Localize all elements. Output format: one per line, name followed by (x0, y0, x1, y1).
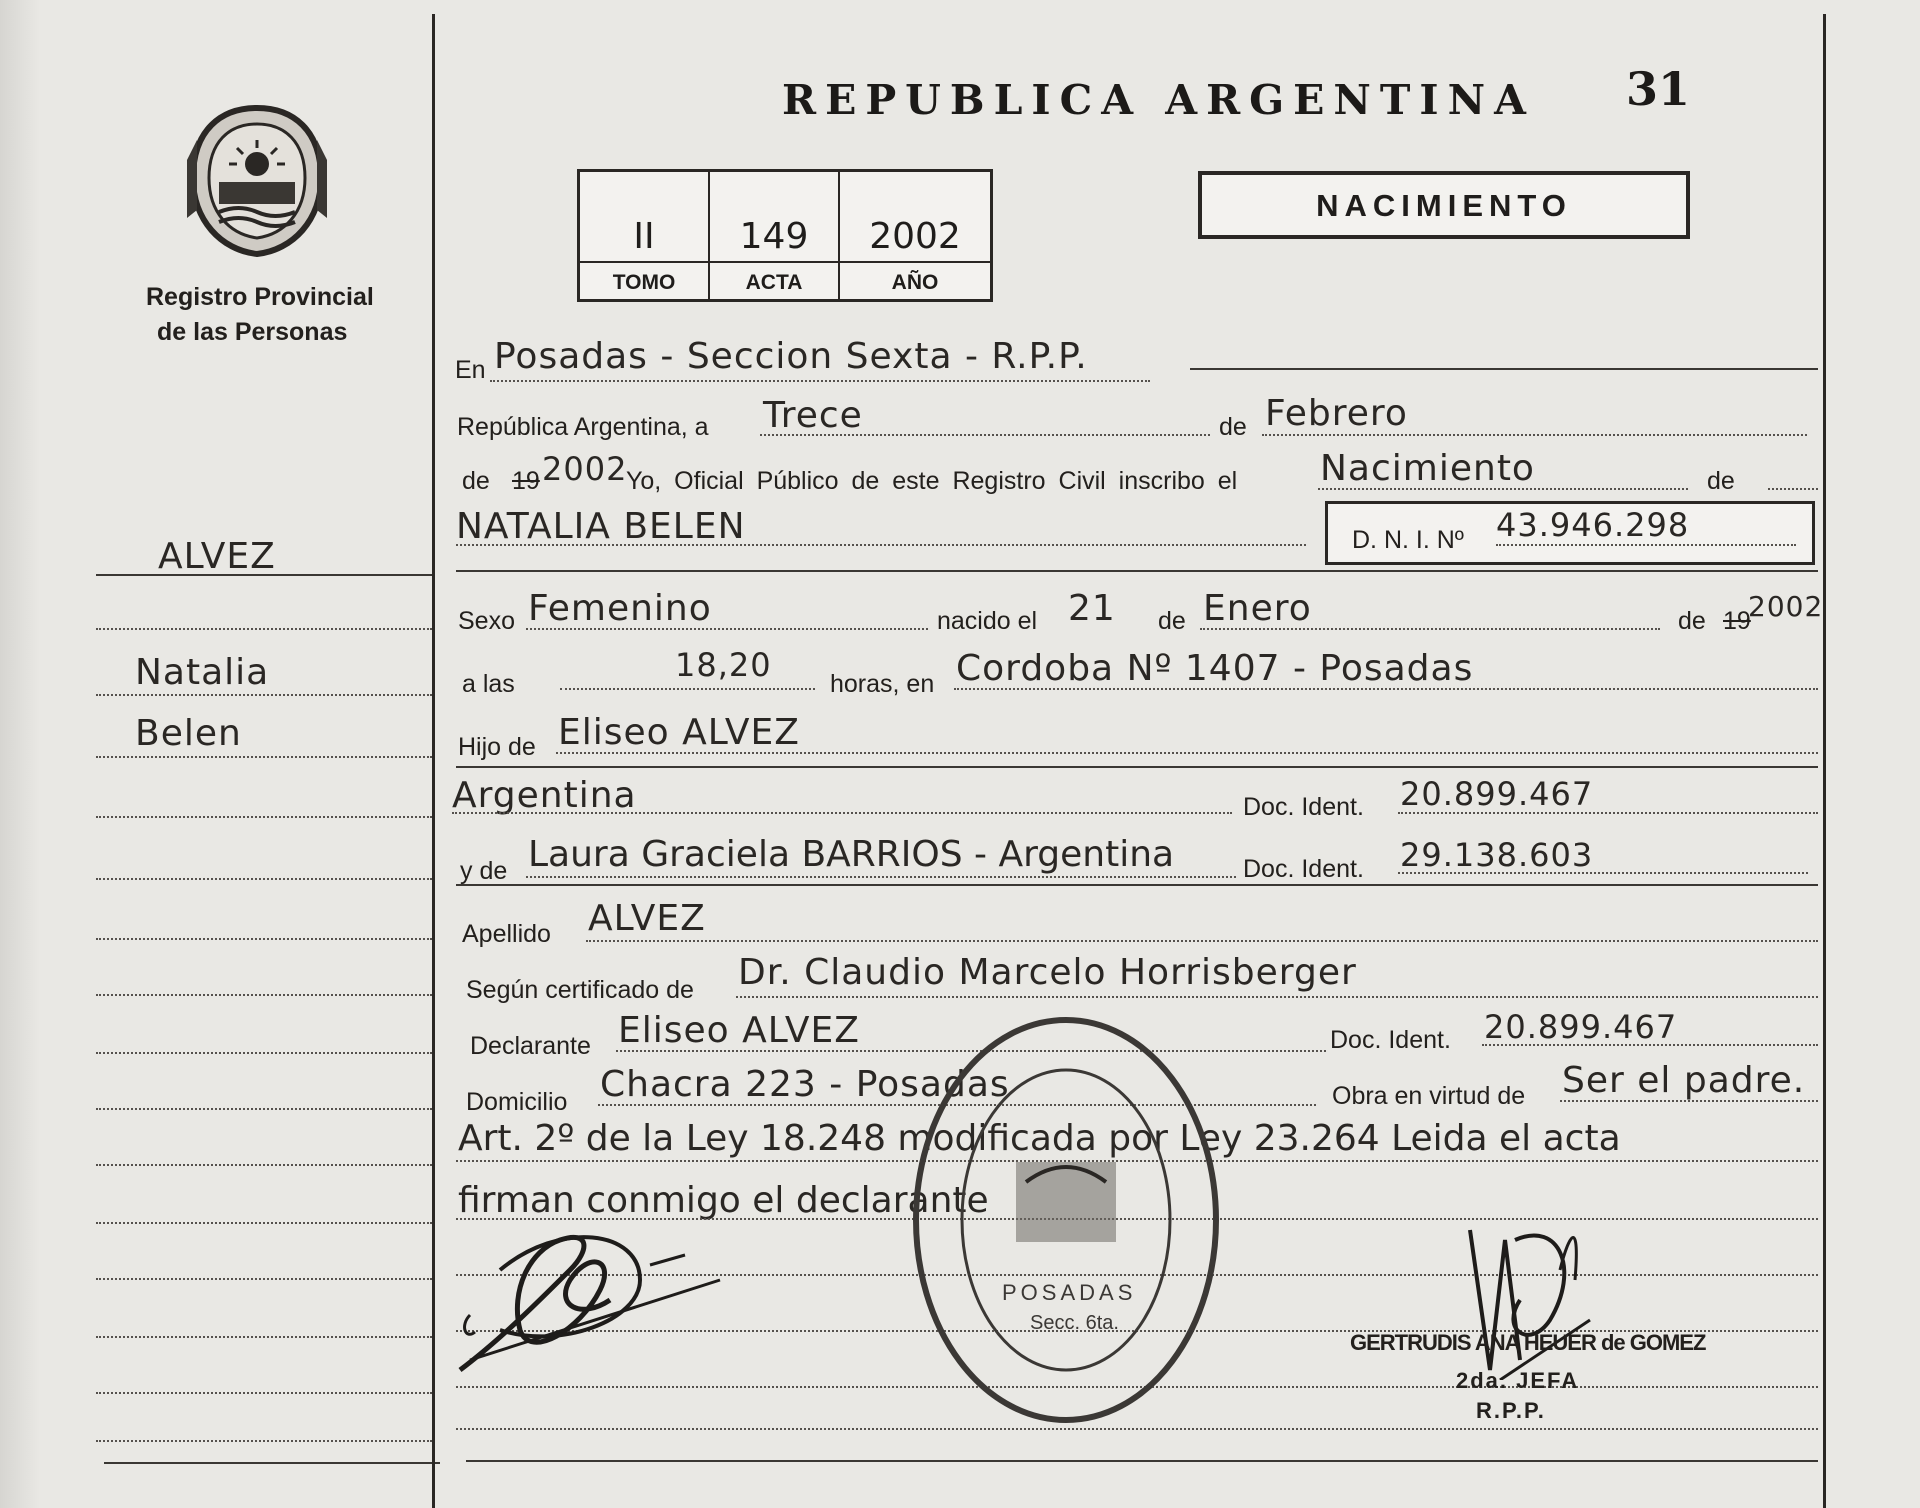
acta-cell (710, 172, 840, 299)
registry-line-2: de las Personas (157, 318, 348, 346)
sidebar-rule (96, 1278, 432, 1280)
republic-label: República Argentina, a (457, 413, 709, 441)
apellido-rule (586, 940, 1818, 942)
mother-doc-label: Doc. Ident. (1243, 855, 1364, 883)
page-number: 31 (1626, 62, 1691, 116)
sidebar-rule (96, 816, 432, 818)
dni-value: 43.946.298 (1496, 506, 1690, 544)
record-index-table (577, 169, 993, 302)
mother-doc-rule (1398, 872, 1808, 874)
signature-rule (456, 1428, 1818, 1430)
birth-year-printed: 19 (1723, 607, 1751, 635)
full-name-value: NATALIA BELEN (456, 506, 746, 547)
father-solid-rule (456, 766, 1818, 768)
bottom-rule (466, 1460, 1818, 1462)
sidebar-rule (96, 1392, 432, 1394)
sidebar-surname-rule (96, 574, 432, 576)
father-nationality-rule (452, 812, 1232, 814)
obra-value: Ser el padre. (1562, 1060, 1806, 1101)
year-printed: 19 (512, 467, 540, 495)
en-label: En (455, 356, 486, 384)
declarante-doc-value: 20.899.467 (1484, 1008, 1678, 1046)
year-de-label: de (462, 467, 490, 495)
acta-value: 149 (739, 216, 809, 257)
father-doc-label: Doc. Ident. (1243, 793, 1364, 821)
sidebar-rule (96, 1336, 432, 1338)
sidebar-rule (96, 1164, 432, 1166)
sidebar-rule (96, 628, 432, 630)
declarante-label: Declarante (470, 1032, 591, 1060)
act-de-label: de (1707, 467, 1735, 495)
dni-box (1325, 501, 1815, 565)
month-rule (1262, 434, 1807, 436)
sidebar-rule (96, 1052, 432, 1054)
obra-rule (1560, 1100, 1818, 1102)
hijo-label: Hijo de (458, 733, 536, 761)
stamp-section: Secc. 6ta. (1030, 1312, 1119, 1334)
doctor-rule (736, 996, 1818, 998)
table-label-divider (580, 261, 990, 263)
place-rule-tail (1190, 368, 1818, 370)
sidebar-rule (96, 878, 432, 880)
mother-rule (526, 876, 1236, 878)
birth-year-de-label: de (1678, 607, 1706, 635)
a-las-label: a las (462, 670, 515, 698)
dni-rule (1496, 544, 1796, 546)
birth-place-value: Cordoba Nº 1407 - Posadas (956, 648, 1474, 689)
father-rule (556, 752, 1818, 754)
sidebar-rule (96, 1440, 432, 1442)
sexo-rule (526, 628, 928, 630)
official-name: GERTRUDIS ANA HEUER de GOMEZ (1350, 1330, 1706, 1355)
birth-de-label: de (1158, 607, 1186, 635)
day-rule (760, 434, 1210, 436)
sidebar-rule (96, 938, 432, 940)
ano-value: 2002 (869, 216, 961, 257)
day-value: Trece (763, 395, 863, 436)
stamp-city: POSADAS (1002, 1280, 1137, 1305)
time-rule (560, 688, 815, 690)
ano-cell (840, 172, 990, 299)
domicilio-value: Chacra 223 - Posadas (600, 1064, 1010, 1105)
declarante-doc-rule (1482, 1044, 1818, 1046)
sidebar-given-name-1: Natalia (135, 652, 270, 693)
sidebar-rule (96, 1108, 432, 1110)
father-nationality-value: Argentina (452, 775, 637, 816)
declarant-signature-icon (440, 1210, 730, 1380)
declarante-value: Eliseo ALVEZ (618, 1010, 860, 1051)
birth-day-value: 21 (1068, 588, 1116, 629)
full-name-rule (456, 544, 1306, 546)
sidebar-rule (96, 694, 432, 696)
official-role: 2da. JEFA (1456, 1368, 1580, 1393)
birth-year-value: 2002 (1748, 590, 1824, 623)
sexo-label: Sexo (458, 607, 515, 635)
page-title: REPUBLICA ARGENTINA (782, 76, 1535, 124)
act-value: Nacimiento (1320, 448, 1535, 489)
mother-label: y de (460, 857, 508, 885)
notes-line-1: Art. 2º de la Ley 18.248 modificada por Ley 23.264 Leida el acta (458, 1118, 1621, 1159)
sexo-value: Femenino (528, 588, 712, 629)
sidebar-surname: ALVEZ (158, 536, 276, 577)
registry-line-1: Registro Provincial (146, 283, 374, 311)
place-rule (490, 380, 1150, 382)
father-value: Eliseo ALVEZ (558, 712, 800, 753)
right-border (1823, 14, 1826, 1508)
tomo-label: TOMO (612, 271, 676, 294)
ano-label: AÑO (891, 271, 939, 294)
horas-label: horas, en (830, 670, 935, 698)
sidebar-rule (96, 756, 432, 758)
birth-month-value: Enero (1203, 588, 1312, 629)
declarant-signature (440, 1210, 730, 1380)
record-type-box: NACIMIENTO (1198, 171, 1690, 239)
father-doc-rule (1398, 812, 1818, 814)
place-value: Posadas - Seccion Sexta - R.P.P. (494, 336, 1088, 377)
officer-text: Yo, Oficial Público de este Registro Civil inscribo el (626, 467, 1238, 495)
province-seal (183, 100, 331, 260)
official-stamp (908, 1012, 1224, 1428)
mother-value: Laura Graciela BARRIOS - Argentina (528, 834, 1175, 875)
doctor-value: Dr. Claudio Marcelo Horrisberger (738, 952, 1357, 993)
time-value: 18,20 (675, 646, 772, 684)
official-unit: R.P.P. (1476, 1398, 1546, 1423)
sidebar-rule (96, 1222, 432, 1224)
mother-solid-rule (456, 884, 1818, 886)
full-name-solid-rule (456, 570, 1818, 572)
page-left-shadow (0, 0, 40, 1508)
obra-label: Obra en virtud de (1332, 1082, 1526, 1110)
acta-label: ACTA (745, 271, 803, 294)
tomo-cell (580, 172, 710, 299)
birth-month-rule (1200, 628, 1660, 630)
father-doc-value: 20.899.467 (1400, 775, 1594, 813)
nacido-label: nacido el (937, 607, 1038, 635)
apellido-label: Apellido (462, 920, 551, 948)
segun-label: Según certificado de (466, 976, 694, 1004)
month-value: Febrero (1265, 393, 1408, 434)
official-stamp-icon (908, 1012, 1224, 1428)
mother-doc-value: 29.138.603 (1400, 836, 1594, 874)
act-rule (1318, 488, 1688, 490)
notes-line-2: firman conmigo el declarante (458, 1180, 989, 1221)
province-seal-icon (183, 100, 331, 260)
apellido-value: ALVEZ (588, 898, 706, 939)
tomo-value: II (633, 216, 655, 257)
sidebar-divider (432, 14, 435, 1508)
sidebar-given-name-2: Belen (135, 713, 242, 754)
year-value: 2002 (542, 450, 628, 488)
act-rule-tail (1768, 488, 1818, 490)
declarante-doc-label: Doc. Ident. (1330, 1026, 1451, 1054)
sidebar-bottom-rule (104, 1462, 440, 1464)
dni-label: D. N. I. Nº (1352, 526, 1464, 554)
birth-place-rule (954, 688, 1818, 690)
domicilio-label: Domicilio (466, 1088, 568, 1116)
sidebar-rule (96, 994, 432, 996)
de-label: de (1219, 413, 1247, 441)
